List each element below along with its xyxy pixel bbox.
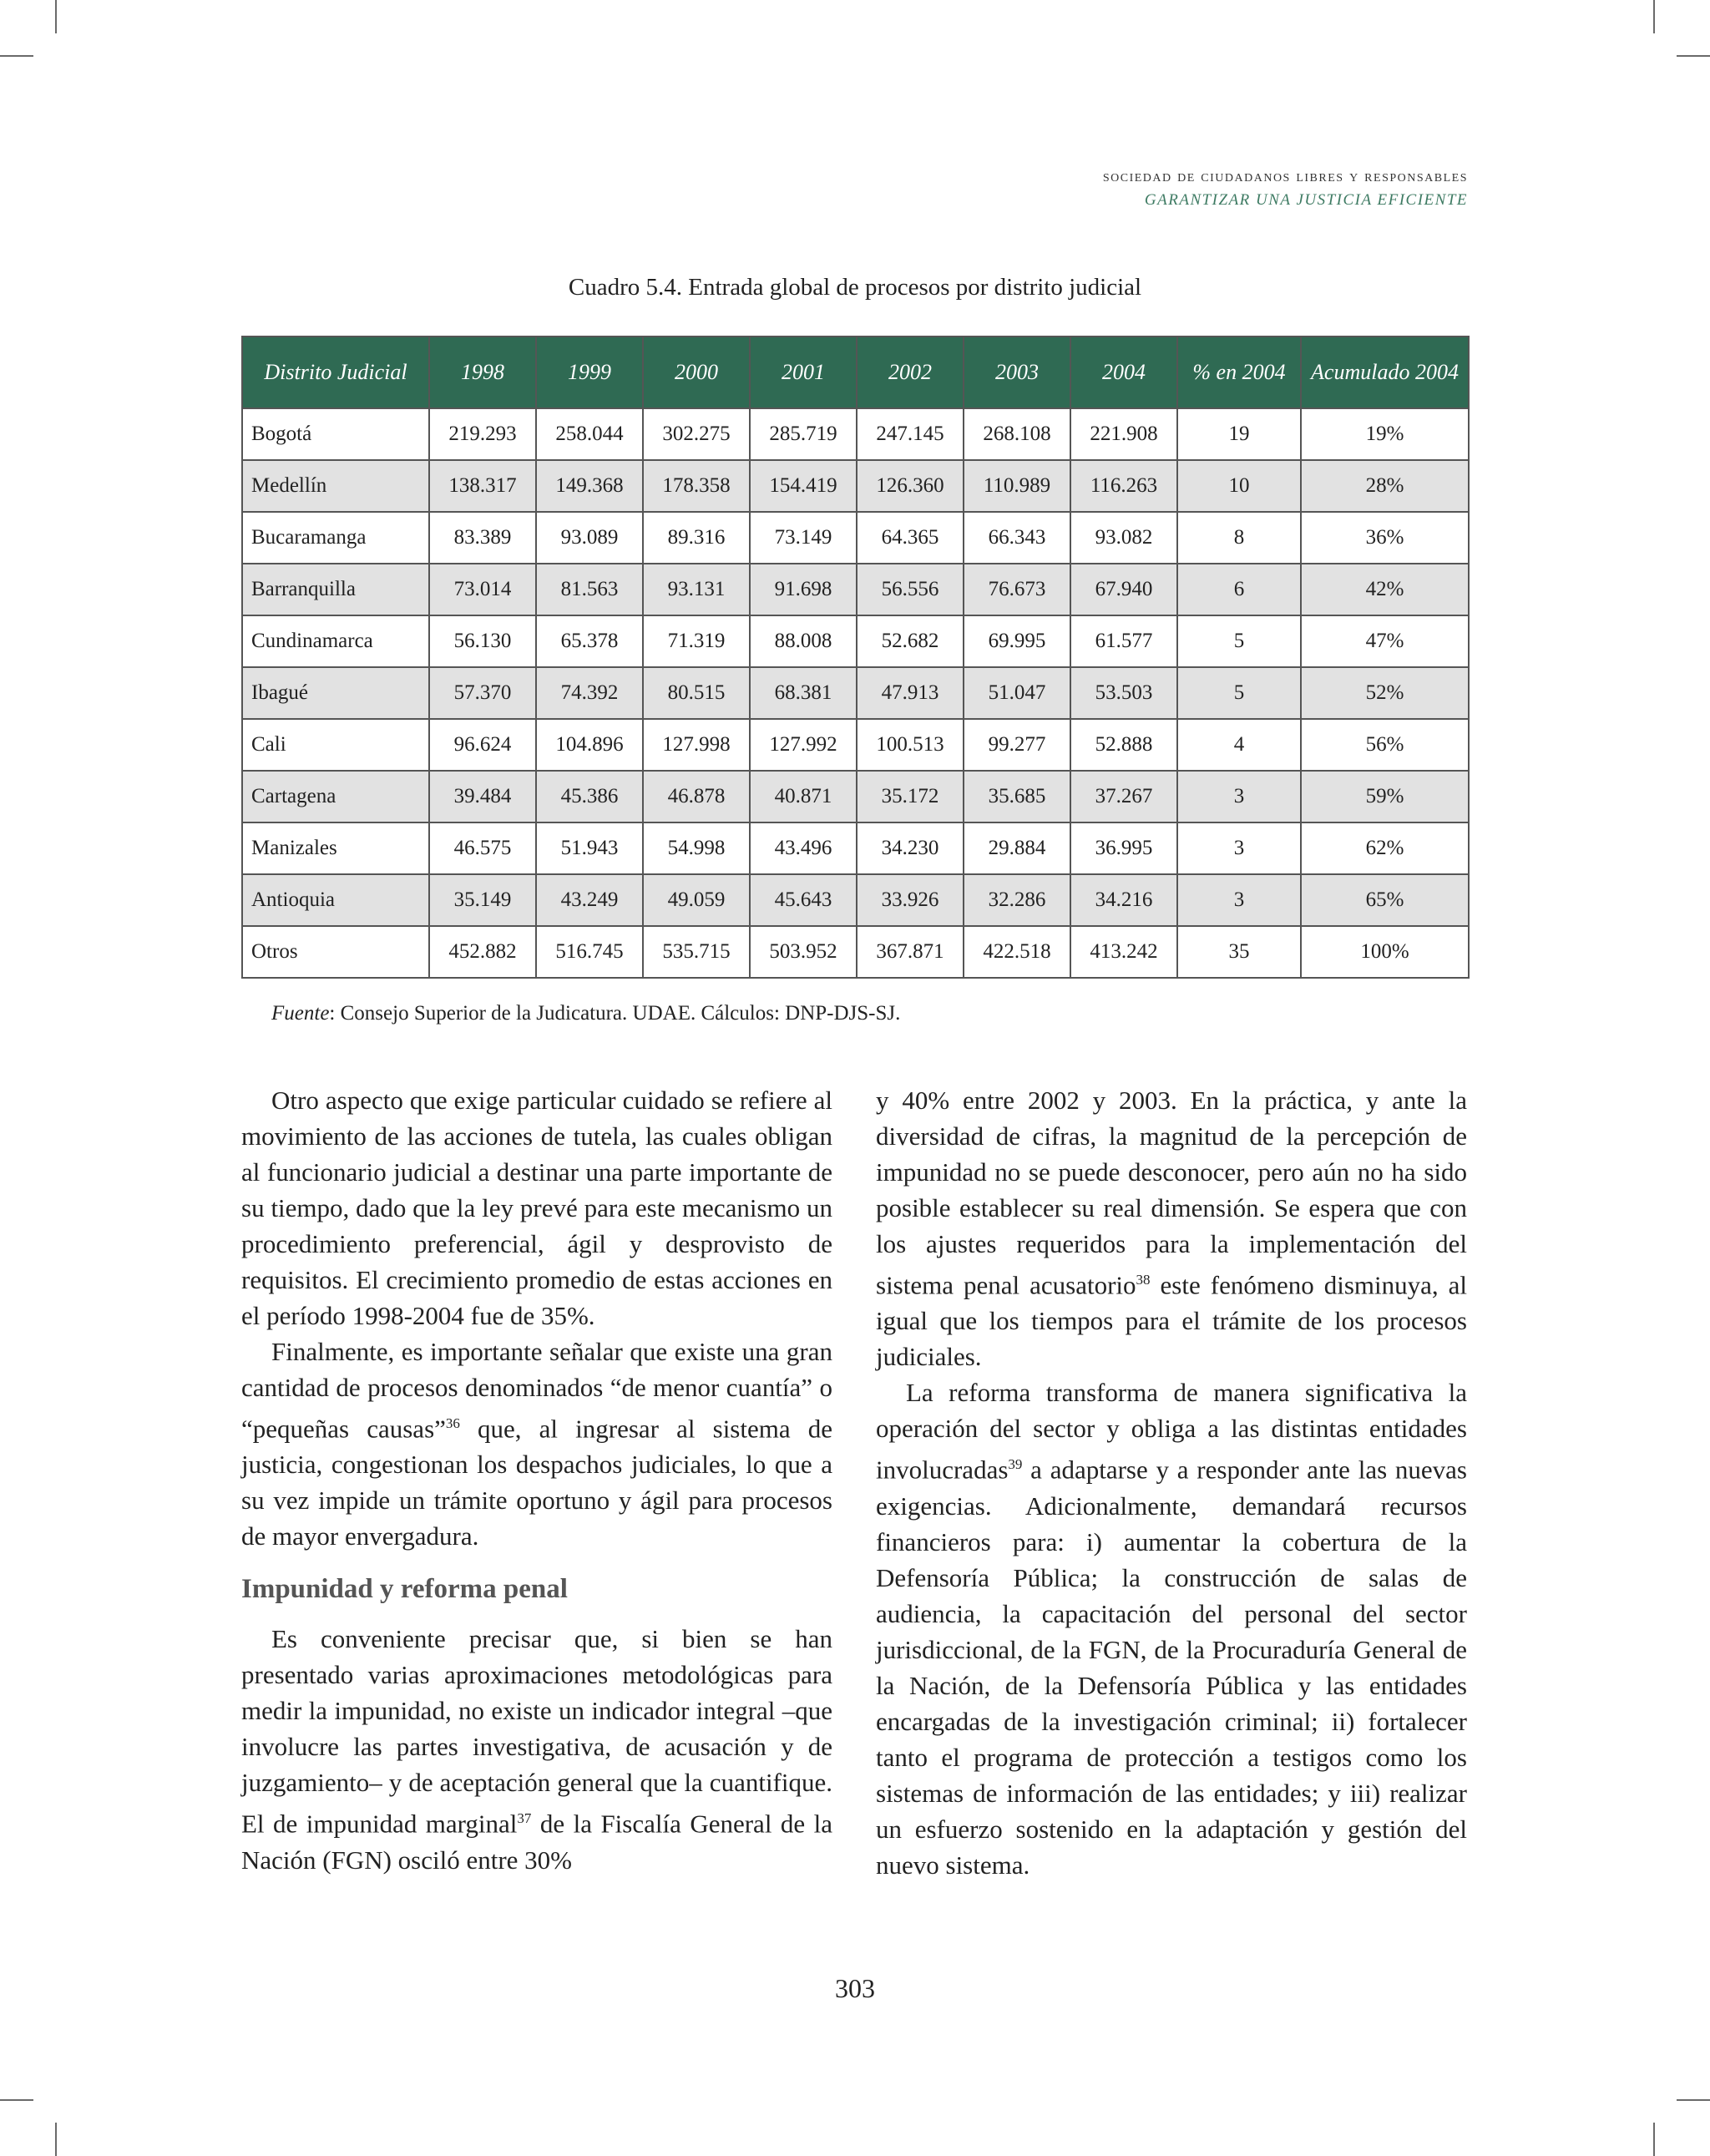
crop-mark bbox=[0, 2099, 33, 2101]
table-cell: 65.378 bbox=[536, 615, 643, 667]
footnote-ref: 39 bbox=[1008, 1456, 1023, 1473]
table-cell: 61.577 bbox=[1070, 615, 1177, 667]
table-cell: 34.230 bbox=[857, 822, 964, 874]
table-cell: 51.047 bbox=[964, 667, 1070, 719]
table-cell: 47% bbox=[1301, 615, 1469, 667]
district-name-cell: Bucaramanga bbox=[242, 512, 429, 564]
table-cell: 302.275 bbox=[643, 408, 750, 460]
table-cell: 3 bbox=[1177, 874, 1301, 926]
district-name-cell: Otros bbox=[242, 926, 429, 978]
crop-mark bbox=[1653, 2123, 1655, 2156]
table-cell: 45.386 bbox=[536, 771, 643, 822]
table-cell: 52.888 bbox=[1070, 719, 1177, 771]
table-row bbox=[242, 926, 1469, 978]
table-cell: 51.943 bbox=[536, 822, 643, 874]
running-header-title: sociedad de ciudadanos libres y responsables bbox=[1102, 167, 1468, 185]
table-cell: 268.108 bbox=[964, 408, 1070, 460]
table-cell: 65% bbox=[1301, 874, 1469, 926]
table-cell: 116.263 bbox=[1070, 460, 1177, 512]
page-number: 303 bbox=[835, 1973, 875, 2003]
table-cell: 93.089 bbox=[536, 512, 643, 564]
paragraph-text: este fenómeno disminuya, al igual que los tiempos para el trámite de los procesos judiciales. bbox=[876, 1270, 1467, 1372]
table-cell: 73.149 bbox=[750, 512, 857, 564]
table-cell: 52.682 bbox=[857, 615, 964, 667]
column-header: % en 2004 bbox=[1177, 337, 1301, 408]
section-heading: Impunidad y reforma penal bbox=[241, 1574, 568, 1605]
district-name-cell: Manizales bbox=[242, 822, 429, 874]
table-cell: 19 bbox=[1177, 408, 1301, 460]
paragraph-text: La reforma transforma de manera significativa la operación del sector y obliga a las distintas entidades involucradas bbox=[876, 1378, 1467, 1485]
source-label: Fuente bbox=[271, 1002, 330, 1025]
paragraph-text: de la Fiscalía General de la Nación (FGN) osciló entre 30% bbox=[241, 1809, 832, 1875]
source-text: : Consejo Superior de la Judicatura. UDAE. Cálculos: DNP-DJS-SJ. bbox=[329, 1002, 901, 1025]
running-header bbox=[1103, 167, 1468, 210]
table-cell: 89.316 bbox=[643, 512, 750, 564]
footnote-ref: 38 bbox=[1136, 1272, 1151, 1288]
table-cell: 5 bbox=[1177, 667, 1301, 719]
table-row bbox=[242, 512, 1469, 564]
district-name-cell: Medellín bbox=[242, 460, 429, 512]
table-cell: 503.952 bbox=[750, 926, 857, 978]
table-cell: 46.878 bbox=[643, 771, 750, 822]
district-name-cell: Cartagena bbox=[242, 771, 429, 822]
paragraph-text: que, al ingresar al sistema de justicia, congestionan los despachos judiciales, lo que a su vez impide un trámite oportuno y ágil para procesos de mayor envergadura. bbox=[241, 1414, 832, 1551]
table-row bbox=[242, 822, 1469, 874]
table-cell: 535.715 bbox=[643, 926, 750, 978]
district-name-cell: Antioquia bbox=[242, 874, 429, 926]
table-cell: 64.365 bbox=[857, 512, 964, 564]
table-cell: 33.926 bbox=[857, 874, 964, 926]
table-cell: 45.643 bbox=[750, 874, 857, 926]
table-cell: 83.389 bbox=[429, 512, 536, 564]
table-cell: 126.360 bbox=[857, 460, 964, 512]
table-cell: 59% bbox=[1301, 771, 1469, 822]
table-cell: 3 bbox=[1177, 822, 1301, 874]
crop-mark bbox=[55, 0, 57, 33]
table-cell: 36.995 bbox=[1070, 822, 1177, 874]
column-header: 2004 bbox=[1070, 337, 1177, 408]
crop-mark bbox=[1677, 2099, 1710, 2101]
column-header: 1998 bbox=[429, 337, 536, 408]
paragraph-text: Es conveniente precisar que, si bien se han presentado varias aproximaciones metodológicas para medir la impunidad, no existe un indicador integral –que involucre las partes investigativa, de acusación y de juzgamiento– y de aceptación general que la cuantifique. El de impunidad marginal bbox=[241, 1624, 832, 1839]
column-header: 2000 bbox=[643, 337, 750, 408]
table-cell: 71.319 bbox=[643, 615, 750, 667]
table-row bbox=[242, 564, 1469, 615]
table-cell: 6 bbox=[1177, 564, 1301, 615]
table-cell: 42% bbox=[1301, 564, 1469, 615]
district-name-cell: Cundinamarca bbox=[242, 615, 429, 667]
table-caption: Cuadro 5.4. Entrada global de procesos por distrito judicial bbox=[568, 274, 1142, 301]
table-cell: 93.131 bbox=[643, 564, 750, 615]
table-cell: 96.624 bbox=[429, 719, 536, 771]
table-cell: 35.685 bbox=[964, 771, 1070, 822]
table-cell: 221.908 bbox=[1070, 408, 1177, 460]
table-cell: 100.513 bbox=[857, 719, 964, 771]
table-cell: 74.392 bbox=[536, 667, 643, 719]
table-cell: 62% bbox=[1301, 822, 1469, 874]
table-cell: 35.172 bbox=[857, 771, 964, 822]
running-header-subtitle: GARANTIZAR UNA JUSTICIA EFICIENTE bbox=[1144, 191, 1468, 209]
table-cell: 413.242 bbox=[1070, 926, 1177, 978]
crop-mark bbox=[0, 55, 33, 57]
table-cell: 104.896 bbox=[536, 719, 643, 771]
table-cell: 516.745 bbox=[536, 926, 643, 978]
table-cell: 10 bbox=[1177, 460, 1301, 512]
data-table bbox=[241, 336, 1470, 979]
table-row bbox=[242, 719, 1469, 771]
paragraph bbox=[876, 1082, 1467, 1374]
table-cell: 34.216 bbox=[1070, 874, 1177, 926]
paragraph: Otro aspecto que exige particular cuidado se refiere al movimiento de las acciones de tutela, las cuales obligan al funcionario judicial a destinar una parte importante de su tiempo, dado que la ley prevé para este mecanismo un procedimiento preferencial, ágil y desprovisto de requisitos. El crecimiento promedio de estas acciones en el período 1998-2004 fue de 35%. bbox=[241, 1086, 832, 1330]
table-cell: 422.518 bbox=[964, 926, 1070, 978]
table-cell: 54.998 bbox=[643, 822, 750, 874]
table-body bbox=[242, 408, 1469, 978]
table-cell: 19% bbox=[1301, 408, 1469, 460]
table-row bbox=[242, 460, 1469, 512]
column-header: 2003 bbox=[964, 337, 1070, 408]
table-cell: 81.563 bbox=[536, 564, 643, 615]
right-text-column bbox=[876, 1082, 1467, 1883]
table-cell: 66.343 bbox=[964, 512, 1070, 564]
column-header: Distrito Judicial bbox=[242, 337, 429, 408]
table-row bbox=[242, 874, 1469, 926]
table-cell: 127.998 bbox=[643, 719, 750, 771]
table-row bbox=[242, 615, 1469, 667]
table-cell: 56.130 bbox=[429, 615, 536, 667]
table-cell: 149.368 bbox=[536, 460, 643, 512]
table-cell: 138.317 bbox=[429, 460, 536, 512]
table-row bbox=[242, 667, 1469, 719]
table-cell: 258.044 bbox=[536, 408, 643, 460]
table-cell: 100% bbox=[1301, 926, 1469, 978]
table-cell: 52% bbox=[1301, 667, 1469, 719]
paragraph bbox=[876, 1374, 1467, 1882]
paragraph-text: a adaptarse y a responder ante las nuevas exigencias. Adicionalmente, demandará recursos financieros para: i) aumentar la cobertura de la Defensoría Pública; la construcción de salas de audiencia, la capacitación del personal del sector jurisdiccional, de la FGN, de la Procuraduría General de la Nación, de la Defensoría Pública y las entidades encargadas de la investigación criminal; ii) fortalecer tanto el programa de protección a testigos como los sistemas de información de las entidades; y iii) realizar un esfuerzo sostenido en la adaptación y gestión del nuevo sistema. bbox=[876, 1455, 1467, 1880]
table-cell: 29.884 bbox=[964, 822, 1070, 874]
table-cell: 67.940 bbox=[1070, 564, 1177, 615]
crop-mark bbox=[1677, 55, 1710, 57]
table-cell: 49.059 bbox=[643, 874, 750, 926]
paragraph-text: y 40% entre 2002 y 2003. En la práctica, y ante la diversidad de cifras, la magnitud de la percepción de impunidad no se puede desconocer, pero aún no ha sido posible establecer su real dimensión. Se espera que con los ajustes requeridos para la implementación del sistema penal acusatorio bbox=[876, 1086, 1467, 1300]
district-name-cell: Ibagué bbox=[242, 667, 429, 719]
left-text-column bbox=[241, 1082, 832, 1878]
table-cell: 36% bbox=[1301, 512, 1469, 564]
table-cell: 43.249 bbox=[536, 874, 643, 926]
table-cell: 47.913 bbox=[857, 667, 964, 719]
table-cell: 69.995 bbox=[964, 615, 1070, 667]
table-source-note bbox=[271, 1002, 900, 1025]
table-cell: 57.370 bbox=[429, 667, 536, 719]
footnote-ref: 37 bbox=[517, 1810, 532, 1827]
table-cell: 452.882 bbox=[429, 926, 536, 978]
table-cell: 91.698 bbox=[750, 564, 857, 615]
paragraph-text: Finalmente, es importante señalar que existe una gran cantidad de procesos denominados “de menor cuantía” o “pequeñas causas” bbox=[241, 1337, 832, 1444]
district-name-cell: Cali bbox=[242, 719, 429, 771]
table-cell: 53.503 bbox=[1070, 667, 1177, 719]
column-header: 2001 bbox=[750, 337, 857, 408]
district-name-cell: Bogotá bbox=[242, 408, 429, 460]
table-cell: 285.719 bbox=[750, 408, 857, 460]
table-row bbox=[242, 771, 1469, 822]
column-header: Acumulado 2004 bbox=[1301, 337, 1469, 408]
table-cell: 43.496 bbox=[750, 822, 857, 874]
table-header-row bbox=[242, 337, 1469, 408]
table-row bbox=[242, 408, 1469, 460]
table-cell: 28% bbox=[1301, 460, 1469, 512]
table-cell: 76.673 bbox=[964, 564, 1070, 615]
table-cell: 88.008 bbox=[750, 615, 857, 667]
table-cell: 37.267 bbox=[1070, 771, 1177, 822]
table-cell: 56% bbox=[1301, 719, 1469, 771]
table-cell: 73.014 bbox=[429, 564, 536, 615]
table-cell: 3 bbox=[1177, 771, 1301, 822]
table-cell: 247.145 bbox=[857, 408, 964, 460]
table-cell: 46.575 bbox=[429, 822, 536, 874]
table-cell: 68.381 bbox=[750, 667, 857, 719]
table-cell: 39.484 bbox=[429, 771, 536, 822]
table-cell: 5 bbox=[1177, 615, 1301, 667]
district-name-cell: Barranquilla bbox=[242, 564, 429, 615]
paragraph bbox=[241, 1334, 832, 1554]
table-cell: 219.293 bbox=[429, 408, 536, 460]
table-cell: 127.992 bbox=[750, 719, 857, 771]
table-cell: 32.286 bbox=[964, 874, 1070, 926]
crop-mark bbox=[55, 2123, 57, 2156]
table-cell: 56.556 bbox=[857, 564, 964, 615]
column-header: 2002 bbox=[857, 337, 964, 408]
table-cell: 4 bbox=[1177, 719, 1301, 771]
table-cell: 99.277 bbox=[964, 719, 1070, 771]
table-cell: 154.419 bbox=[750, 460, 857, 512]
table-cell: 110.989 bbox=[964, 460, 1070, 512]
table-cell: 93.082 bbox=[1070, 512, 1177, 564]
table-cell: 35.149 bbox=[429, 874, 536, 926]
table-cell: 35 bbox=[1177, 926, 1301, 978]
crop-mark bbox=[1653, 0, 1655, 33]
paragraph bbox=[241, 1621, 832, 1877]
footnote-ref: 36 bbox=[445, 1415, 460, 1431]
table-cell: 40.871 bbox=[750, 771, 857, 822]
table-cell: 367.871 bbox=[857, 926, 964, 978]
table-cell: 80.515 bbox=[643, 667, 750, 719]
table-cell: 178.358 bbox=[643, 460, 750, 512]
table-cell: 8 bbox=[1177, 512, 1301, 564]
column-header: 1999 bbox=[536, 337, 643, 408]
